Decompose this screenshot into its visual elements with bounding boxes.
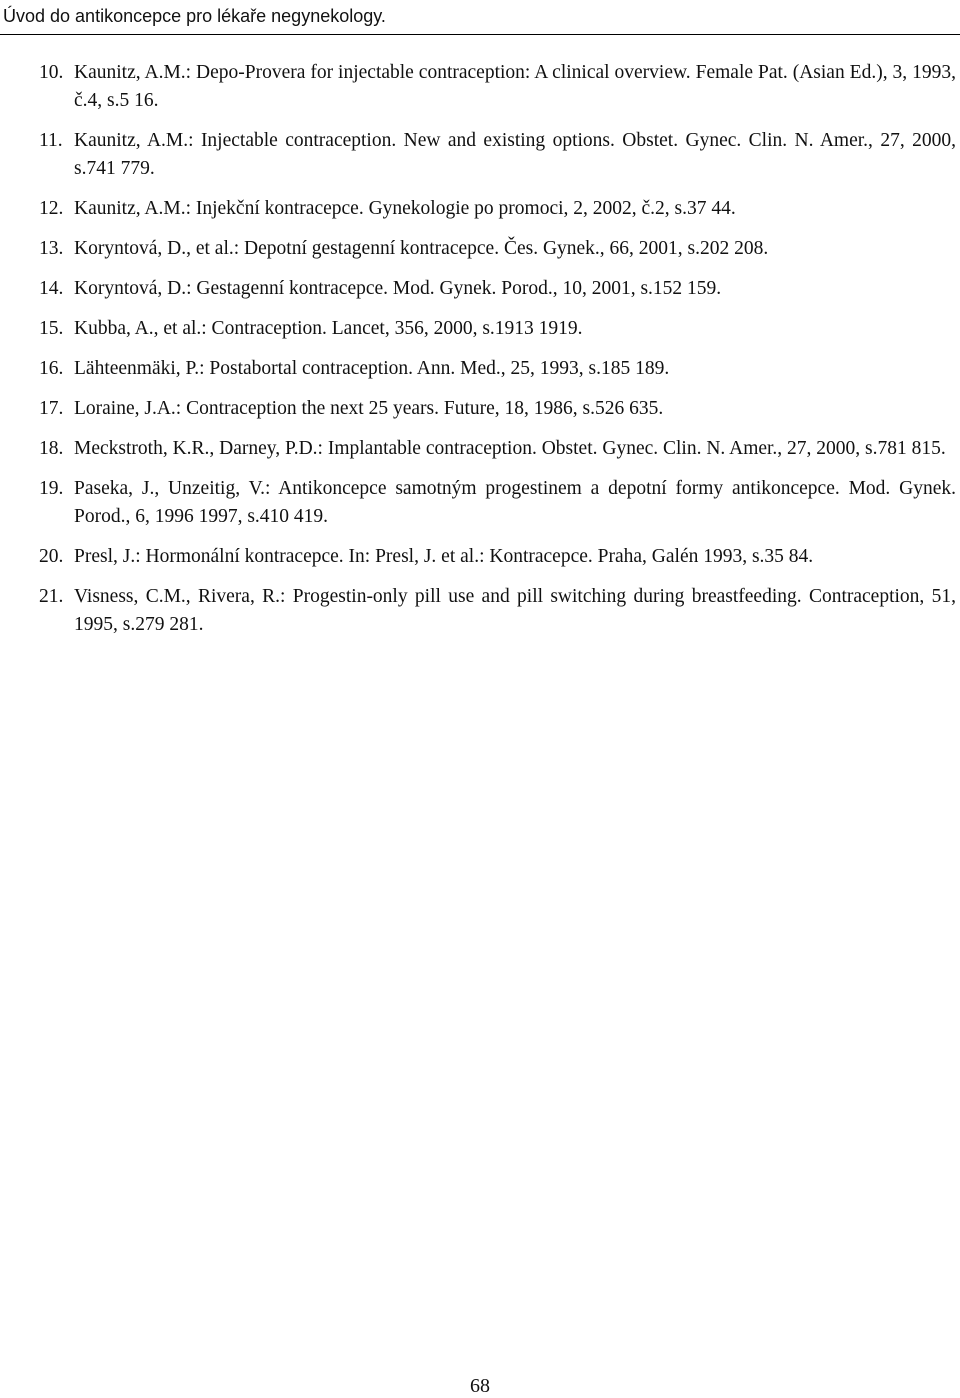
reference-number: 15. — [39, 318, 64, 339]
reference-text: Kaunitz, A.M.: Depo-Provera for injectable contraception: A clinical overview. Female Pat. (Asian Ed.), 3, 1993, č.4, s.5 16. — [74, 62, 956, 111]
header-divider — [0, 34, 960, 35]
reference-text: Lähteenmäki, P.: Postabortal contraception. Ann. Med., 25, 1993, s.185 189. — [74, 358, 670, 379]
reference-number: 14. — [39, 278, 64, 299]
reference-item — [0, 59, 960, 115]
reference-item — [0, 275, 960, 303]
reference-text: Paseka, J., Unzeitig, V.: Antikoncepce samotným progestinem a depotní formy antikoncepce. Mod. Gynek. Porod., 6, 1996 1997, s.410 419. — [74, 478, 956, 527]
reference-item — [0, 195, 960, 223]
reference-item — [0, 315, 960, 343]
reference-text: Presl, J.: Hormonální kontracepce. In: Presl, J. et al.: Kontracepce. Praha, Galén 1993, s.35 84. — [74, 546, 814, 567]
reference-item — [0, 395, 960, 423]
reference-number: 12. — [39, 198, 64, 219]
reference-item — [0, 355, 960, 383]
reference-text: Kubba, A., et al.: Contraception. Lancet, 356, 2000, s.1913 1919. — [74, 318, 583, 339]
reference-number: 18. — [39, 438, 64, 459]
reference-number: 19. — [39, 478, 64, 499]
reference-text: Meckstroth, K.R., Darney, P.D.: Implantable contraception. Obstet. Gynec. Clin. N. Amer., 27, 2000, s.781 815. — [74, 438, 946, 459]
reference-item — [0, 583, 960, 639]
page-number: 68 — [470, 1375, 490, 1397]
reference-text: Visness, C.M., Rivera, R.: Progestin-only pill use and pill switching during breastfeeding. Contraception, 51, 1995, s.279 281. — [74, 586, 956, 635]
reference-item — [0, 475, 960, 531]
reference-number: 17. — [39, 398, 64, 419]
reference-number: 20. — [39, 546, 64, 567]
reference-text: Koryntová, D.: Gestagenní kontracepce. Mod. Gynek. Porod., 10, 2001, s.152 159. — [74, 278, 722, 299]
reference-number: 10. — [39, 62, 64, 83]
reference-item — [0, 543, 960, 571]
reference-text: Koryntová, D., et al.: Depotní gestagenní kontracepce. Čes. Gynek., 66, 2001, s.202 208. — [74, 238, 769, 259]
reference-item — [0, 235, 960, 263]
reference-number: 11. — [39, 130, 63, 151]
reference-number: 16. — [39, 358, 64, 379]
reference-item — [0, 435, 960, 463]
page-header-title: Úvod do antikoncepce pro lékaře negynekology. — [3, 6, 386, 26]
reference-number: 13. — [39, 238, 64, 259]
reference-text: Loraine, J.A.: Contraception the next 25 years. Future, 18, 1986, s.526 635. — [74, 398, 664, 419]
reference-list — [0, 59, 960, 651]
reference-number: 21. — [39, 586, 64, 607]
reference-text: Kaunitz, A.M.: Injectable contraception. New and existing options. Obstet. Gynec. Clin. N. Amer., 27, 2000, s.741 779. — [74, 130, 956, 179]
reference-text: Kaunitz, A.M.: Injekční kontracepce. Gynekologie po promoci, 2, 2002, č.2, s.37 44. — [74, 198, 736, 219]
reference-item — [0, 127, 960, 183]
